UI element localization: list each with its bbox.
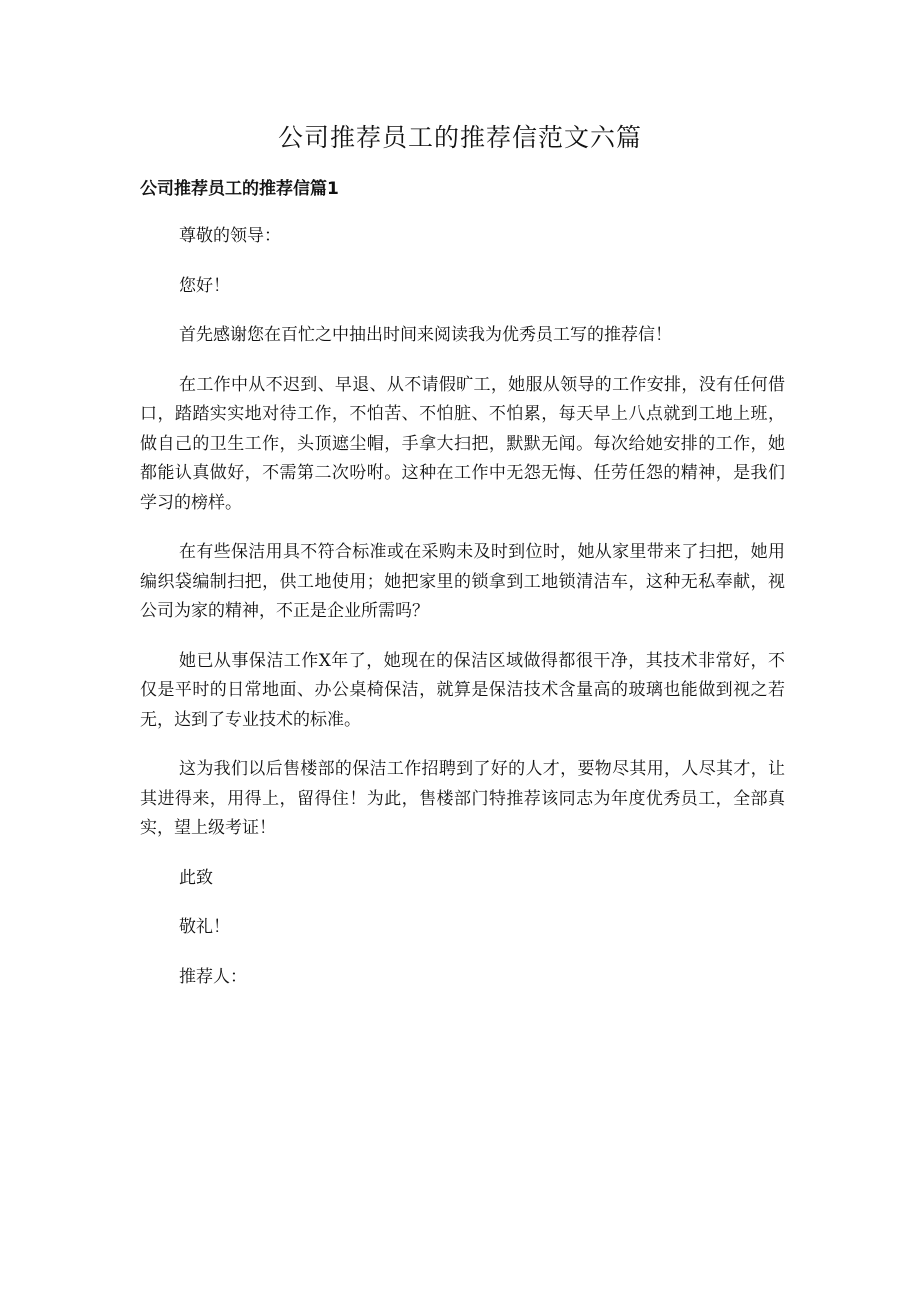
- document-title: 公司推荐员工的推荐信范文六篇: [277, 123, 642, 152]
- recommender-label: 推荐人：: [179, 966, 247, 987]
- closing-line-1: 此致: [179, 867, 213, 888]
- section-heading: 公司推荐员工的推荐信篇1: [140, 179, 339, 199]
- paragraph-dedication: 在有些保洁用具不符合标准或在采购未及时到位时，她从家里带来了扫把，她用编织袋编制扫把，供工地使用；她把家里的锁拿到工地锁清洁车，这种无私奉献，视公司为家的精神，不正是企业所需吗？: [140, 542, 785, 621]
- greeting: 您好！: [179, 275, 230, 296]
- paragraph-work-attitude: 在工作中从不迟到、早退、从不请假旷工，她服从领导的工作安排，没有任何借口，踏踏实实地对待工作，不怕苦、不怕脏、不怕累，每天早上八点就到工地上班，做自己的卫生工作，头顶遮尘帽，手拿大扫把，默默无闻。每次给她安排的工作，她都能认真做好，不需第二次吩咐。这种在工作中无怨无悔、任劳任怨的精神，是我们学习的榜样。: [140, 374, 785, 513]
- closing-line-2: 敬礼！: [179, 917, 230, 937]
- paragraph-thanks: 首先感谢您在百忙之中抽出时间来阅读我为优秀员工写的推荐信！: [179, 325, 672, 345]
- letter-body: [140, 222, 785, 1012]
- salutation: 尊敬的领导：: [179, 226, 281, 246]
- paragraph-recommendation: 这为我们以后售楼部的保洁工作招聘到了好的人才，要物尽其用，人尽其才，让其进得来，用得上，留得住！为此，售楼部门特推荐该同志为年度优秀员工，全部真实，望上级考证！: [140, 759, 785, 838]
- paragraph-skills: 她已从事保洁工作X年了，她现在的保洁区域做得都很干净，其技术非常好，不仅是平时的日常地面、办公桌椅保洁，就算是保洁技术含量高的玻璃也能做到视之若无，达到了专业技术的标准。: [140, 650, 785, 730]
